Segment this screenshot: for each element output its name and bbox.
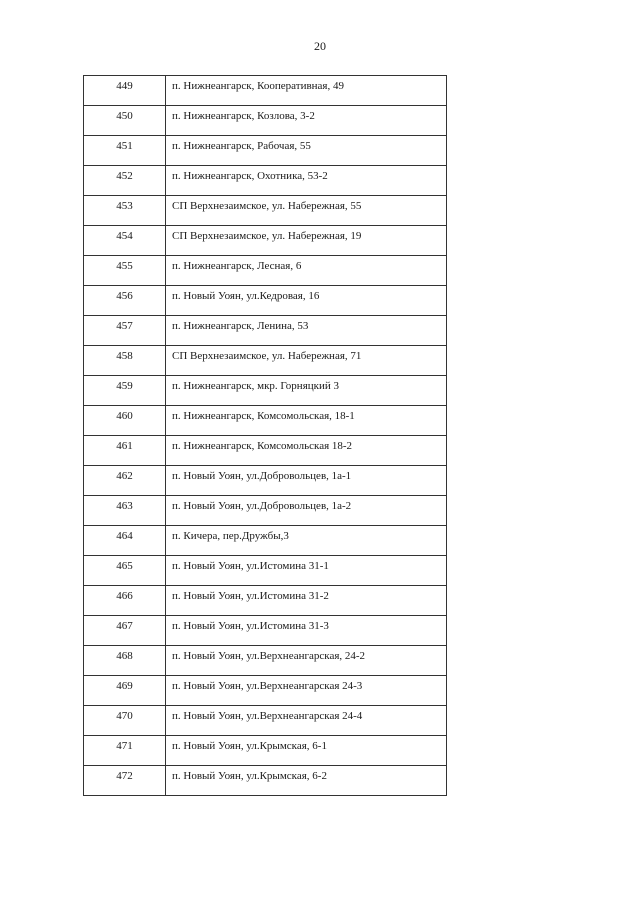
row-number: 449: [84, 76, 166, 106]
table-row: [84, 436, 447, 466]
table-row: [84, 106, 447, 136]
row-number: 468: [84, 646, 166, 676]
row-address: п. Нижнеангарск, Рабочая, 55: [166, 136, 447, 166]
table-row: [84, 406, 447, 436]
row-number: 454: [84, 226, 166, 256]
row-number: 461: [84, 436, 166, 466]
table-row: [84, 616, 447, 646]
row-number: 452: [84, 166, 166, 196]
row-number: 471: [84, 736, 166, 766]
table-row: [84, 346, 447, 376]
row-address: п. Новый Уоян, ул.Верхнеангарская 24-4: [166, 706, 447, 736]
address-table-body: [84, 76, 447, 796]
row-address: п. Новый Уоян, ул.Истомина 31-2: [166, 586, 447, 616]
row-number: 466: [84, 586, 166, 616]
row-address: п. Новый Уоян, ул.Истомина 31-1: [166, 556, 447, 586]
row-address: п. Новый Уоян, ул.Добровольцев, 1а-1: [166, 466, 447, 496]
table-row: [84, 676, 447, 706]
table-row: [84, 376, 447, 406]
row-number: 472: [84, 766, 166, 796]
row-address: п. Новый Уоян, ул.Крымская, 6-2: [166, 766, 447, 796]
row-number: 451: [84, 136, 166, 166]
table-row: [84, 736, 447, 766]
row-address: п. Новый Уоян, ул.Верхнеангарская, 24-2: [166, 646, 447, 676]
row-address: п. Новый Уоян, ул.Кедровая, 16: [166, 286, 447, 316]
row-number: 462: [84, 466, 166, 496]
row-number: 467: [84, 616, 166, 646]
row-address: СП Верхнезаимское, ул. Набережная, 19: [166, 226, 447, 256]
row-address: п. Новый Уоян, ул.Истомина 31-3: [166, 616, 447, 646]
row-address: СП Верхнезаимское, ул. Набережная, 55: [166, 196, 447, 226]
row-address: п. Нижнеангарск, Ленина, 53: [166, 316, 447, 346]
row-address: п. Нижнеангарск, Комсомольская, 18-1: [166, 406, 447, 436]
row-number: 465: [84, 556, 166, 586]
row-address: п. Нижнеангарск, Кооперативная, 49: [166, 76, 447, 106]
row-number: 460: [84, 406, 166, 436]
row-address: п. Нижнеангарск, Козлова, 3-2: [166, 106, 447, 136]
row-number: 470: [84, 706, 166, 736]
address-table: [83, 75, 447, 796]
table-row: [84, 706, 447, 736]
row-number: 450: [84, 106, 166, 136]
row-address: п. Нижнеангарск, мкр. Горняцкий 3: [166, 376, 447, 406]
row-address: п. Новый Уоян, ул.Добровольцев, 1а-2: [166, 496, 447, 526]
row-number: 459: [84, 376, 166, 406]
row-address: п. Новый Уоян, ул.Крымская, 6-1: [166, 736, 447, 766]
row-address: п. Кичера, пер.Дружбы,3: [166, 526, 447, 556]
table-row: [84, 496, 447, 526]
table-row: [84, 256, 447, 286]
table-row: [84, 586, 447, 616]
row-number: 455: [84, 256, 166, 286]
table-row: [84, 226, 447, 256]
row-number: 456: [84, 286, 166, 316]
row-address: п. Нижнеангарск, Охотника, 53-2: [166, 166, 447, 196]
table-row: [84, 556, 447, 586]
page-number: 20: [314, 39, 326, 53]
row-address: п. Нижнеангарск, Комсомольская 18-2: [166, 436, 447, 466]
row-number: 464: [84, 526, 166, 556]
row-number: 453: [84, 196, 166, 226]
row-number: 463: [84, 496, 166, 526]
row-number: 458: [84, 346, 166, 376]
table-row: [84, 76, 447, 106]
row-address: п. Новый Уоян, ул.Верхнеангарская 24-3: [166, 676, 447, 706]
row-address: п. Нижнеангарск, Лесная, 6: [166, 256, 447, 286]
row-number: 457: [84, 316, 166, 346]
table-row: [84, 286, 447, 316]
table-row: [84, 166, 447, 196]
table-row: [84, 766, 447, 796]
row-address: СП Верхнезаимское, ул. Набережная, 71: [166, 346, 447, 376]
table-row: [84, 466, 447, 496]
table-row: [84, 196, 447, 226]
row-number: 469: [84, 676, 166, 706]
table-row: [84, 646, 447, 676]
table-row: [84, 316, 447, 346]
table-row: [84, 526, 447, 556]
table-row: [84, 136, 447, 166]
